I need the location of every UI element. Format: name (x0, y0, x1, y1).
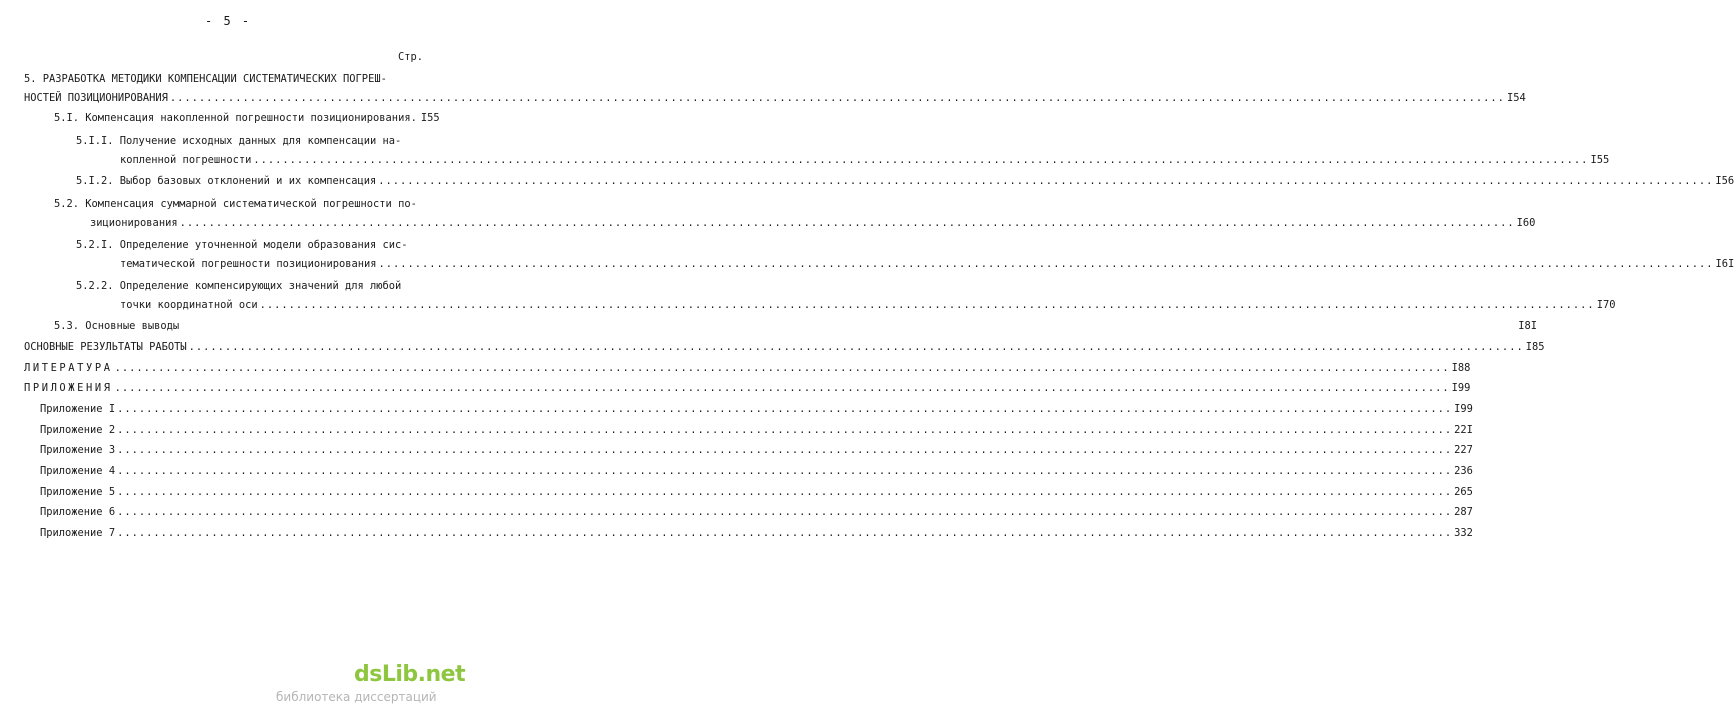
toc-section-5-2-1-line2: тематической погрешности позиционирования (120, 258, 377, 270)
toc-appendix-label: Приложение I (40, 403, 116, 415)
toc-page-number: 236 (1454, 465, 1473, 477)
toc-appendix-label: Приложение 5 (40, 486, 116, 498)
toc-appendix-label: Приложение 6 (40, 506, 116, 518)
watermark-logo-ds: ds (354, 662, 382, 687)
leader-dots (117, 465, 1452, 477)
toc-appendix-7 (40, 527, 1473, 541)
toc-page-number: I56 (1715, 175, 1734, 187)
leader-dots (253, 154, 1588, 166)
toc-page-number: I70 (1596, 299, 1616, 311)
toc-section-5-2-2-line1: 5.2.2. Определение компенсирующих значений для любой (76, 280, 402, 292)
watermark-caption: библиотека диссертаций (276, 690, 437, 704)
toc-section-5-2-2 (120, 299, 1616, 313)
toc-section-5-1-1 (120, 154, 1610, 168)
leader-dots (189, 341, 1524, 353)
toc-page-number: 332 (1454, 527, 1473, 539)
toc-page-number: I55 (420, 112, 440, 124)
toc-appendix-1 (40, 403, 1473, 417)
leader-dots (260, 299, 1595, 311)
leader-dots (180, 217, 1515, 229)
toc-page-number: 287 (1454, 506, 1473, 518)
toc-appendix-label: Приложение 4 (40, 465, 116, 477)
leader-dots (117, 486, 1452, 498)
toc-section-5-2-1 (120, 258, 1734, 272)
watermark-logo (354, 662, 465, 687)
toc-section-5-2-1-line1: 5.2.I. Определение уточненной модели образования сис- (76, 239, 408, 251)
toc-literature (24, 362, 1471, 376)
toc-page-number: I88 (1451, 362, 1471, 374)
leader-dots (117, 403, 1452, 415)
toc-appendix-2 (40, 424, 1473, 438)
toc-page-number: I99 (1451, 382, 1471, 394)
toc-section-5-2-line2: зиционирования (90, 217, 178, 229)
leader-dots (115, 362, 1450, 374)
toc-section-5-2-2-line2: точки координатной оси (120, 299, 258, 311)
leader-dots (117, 506, 1452, 518)
toc-page-number: I8I (1518, 320, 1537, 332)
toc-page-number: 265 (1454, 486, 1473, 498)
toc-appendix-5 (40, 486, 1473, 500)
watermark (276, 662, 466, 708)
leader-dots (170, 92, 1505, 104)
toc-section-5 (24, 92, 1526, 106)
toc-section-5-3 (54, 320, 1537, 334)
toc-page-number: I54 (1506, 92, 1526, 104)
toc-appendix-4 (40, 465, 1473, 479)
leader-dots (117, 424, 1452, 436)
watermark-logo-rest: Lib.net (381, 662, 466, 687)
toc-page-number: I60 (1516, 217, 1536, 229)
toc-appendix-6 (40, 506, 1473, 520)
toc-appendix-3 (40, 444, 1473, 458)
toc-appendices (24, 382, 1471, 396)
toc-section-5-1-2-title: 5.I.2. Выбор базовых отклонений и их компенсация (76, 175, 377, 187)
toc-page-number: I6I (1715, 258, 1734, 270)
leader-dots (378, 258, 1713, 270)
leader-dots (117, 527, 1452, 539)
toc-results (24, 341, 1545, 355)
toc-appendix-label: Приложение 7 (40, 527, 116, 539)
page-number: - 5 - (205, 14, 252, 28)
toc-section-5-1-1-line2: копленной погрешности (120, 154, 252, 166)
leader-dots (378, 175, 1713, 187)
toc-section-5-3-title: 5.3. Основные выводы (54, 320, 180, 332)
toc-page-number: I99 (1454, 403, 1473, 415)
toc-results-title: ОСНОВНЫЕ РЕЗУЛЬТАТЫ РАБОТЫ (24, 341, 187, 353)
toc-section-5-2-line1: 5.2. Компенсация суммарной систематической погрешности по- (54, 198, 417, 210)
toc-section-5-line2: НОСТЕЙ ПОЗИЦИОНИРОВАНИЯ (24, 92, 168, 104)
toc-appendices-title: ПРИЛОЖЕНИЯ (24, 382, 113, 394)
toc-section-5-1-2 (76, 175, 1734, 189)
toc-section-5-2 (90, 217, 1536, 231)
toc-section-5-1-1-line1: 5.I.I. Получение исходных данных для компенсации на- (76, 135, 402, 147)
page-column-header: Стр. (398, 51, 424, 63)
toc-section-5-1-title: 5.I. Компенсация накопленной погрешности позиционирования. (54, 112, 417, 124)
toc-appendix-label: Приложение 2 (40, 424, 116, 436)
leader-dots (115, 382, 1450, 394)
toc-section-5-line1: 5. РАЗРАБОТКА МЕТОДИКИ КОМПЕНСАЦИИ СИСТЕМАТИЧЕСКИХ ПОГРЕШ- (24, 73, 387, 85)
toc-literature-title: ЛИТЕРАТУРА (24, 362, 113, 374)
toc-page-number: I55 (1590, 154, 1610, 166)
toc-page-number: I85 (1525, 341, 1545, 353)
toc-page-number: 22I (1454, 424, 1473, 436)
toc-page-number: 227 (1454, 444, 1473, 456)
toc-section-5-1 (54, 112, 440, 126)
leader-dots (117, 444, 1452, 456)
toc-appendix-label: Приложение 3 (40, 444, 116, 456)
